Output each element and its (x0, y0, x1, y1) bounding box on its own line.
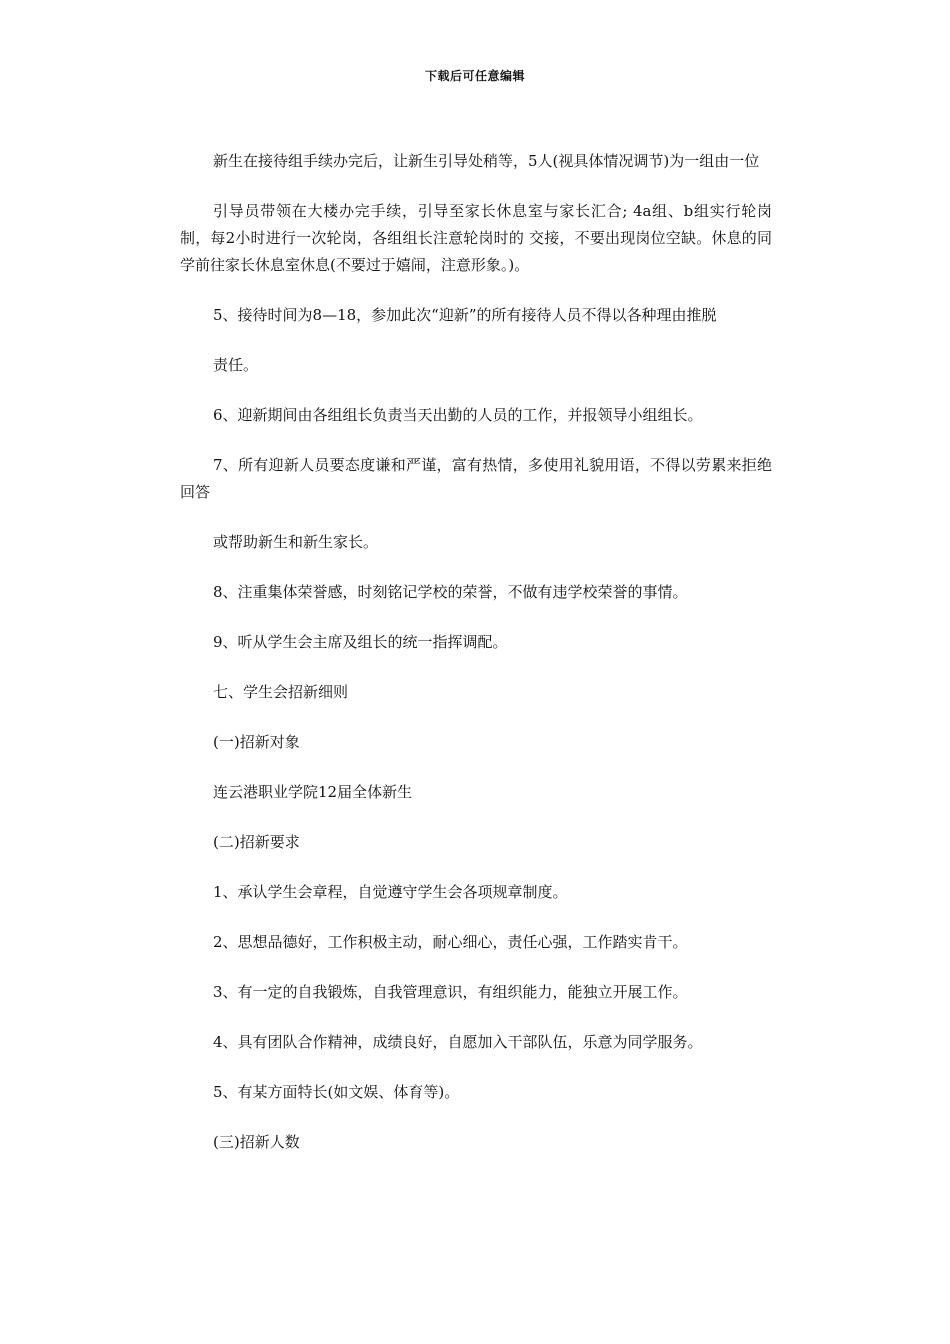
list-item: 1、承认学生会章程，自觉遵守学生会各项规章制度。 (213, 883, 568, 901)
paragraph: 9、听从学生会主席及组长的统一指挥调配。 (213, 633, 508, 651)
subsection-heading: (一)招新对象 (213, 733, 300, 751)
paragraph: 7、所有迎新人员要态度谦和严谨，富有热情，多使用礼貌用语，不得以劳累来拒绝回答 (180, 456, 772, 501)
list-item: 4、具有团队合作精神，成绩良好，自愿加入干部队伍，乐意为同学服务。 (213, 1033, 703, 1051)
page-header: 下载后可任意编辑 (424, 69, 525, 83)
list-item: 2、思想品德好，工作积极主动，耐心细心，责任心强，工作踏实肯干。 (213, 933, 688, 951)
paragraph: 或帮助新生和新生家长。 (213, 533, 379, 551)
list-item: 3、有一定的自我锻炼，自我管理意识，有组织能力，能独立开展工作。 (213, 983, 688, 1001)
paragraph: 责任。 (213, 356, 259, 374)
paragraph: 8、注重集体荣誉感，时刻铭记学校的荣誉，不做有违学校荣誉的事情。 (213, 583, 688, 601)
paragraph: 新生在接待组手续办完后，让新生引导处稍等，5人(视具体情况调节)为一组由一位 (213, 152, 760, 170)
document-body (180, 148, 772, 1179)
section-heading: 七、学生会招新细则 (213, 683, 349, 701)
paragraph: 引导员带领在大楼办完手续，引导至家长休息室与家长汇合; 4a组、b组实行轮岗制，每2小时进行一次轮岗，各组组长注意轮岗时的 交接，不要出现岗位空缺。休息的同学前往家长休息室休息(不要过于嬉闹，注意形象。)。 (180, 202, 772, 274)
paragraph: 5、接待时间为8—18，参加此次“迎新”的所有接待人员不得以各种理由推脱 (213, 306, 717, 324)
paragraph: 6、迎新期间由各组组长负责当天出勤的人员的工作，并报领导小组组长。 (213, 406, 703, 424)
subsection-heading: (二)招新要求 (213, 833, 300, 851)
paragraph: 连云港职业学院12届全体新生 (213, 783, 413, 801)
subsection-heading: (三)招新人数 (213, 1133, 300, 1151)
list-item: 5、有某方面特长(如文娱、体育等)。 (213, 1083, 460, 1101)
